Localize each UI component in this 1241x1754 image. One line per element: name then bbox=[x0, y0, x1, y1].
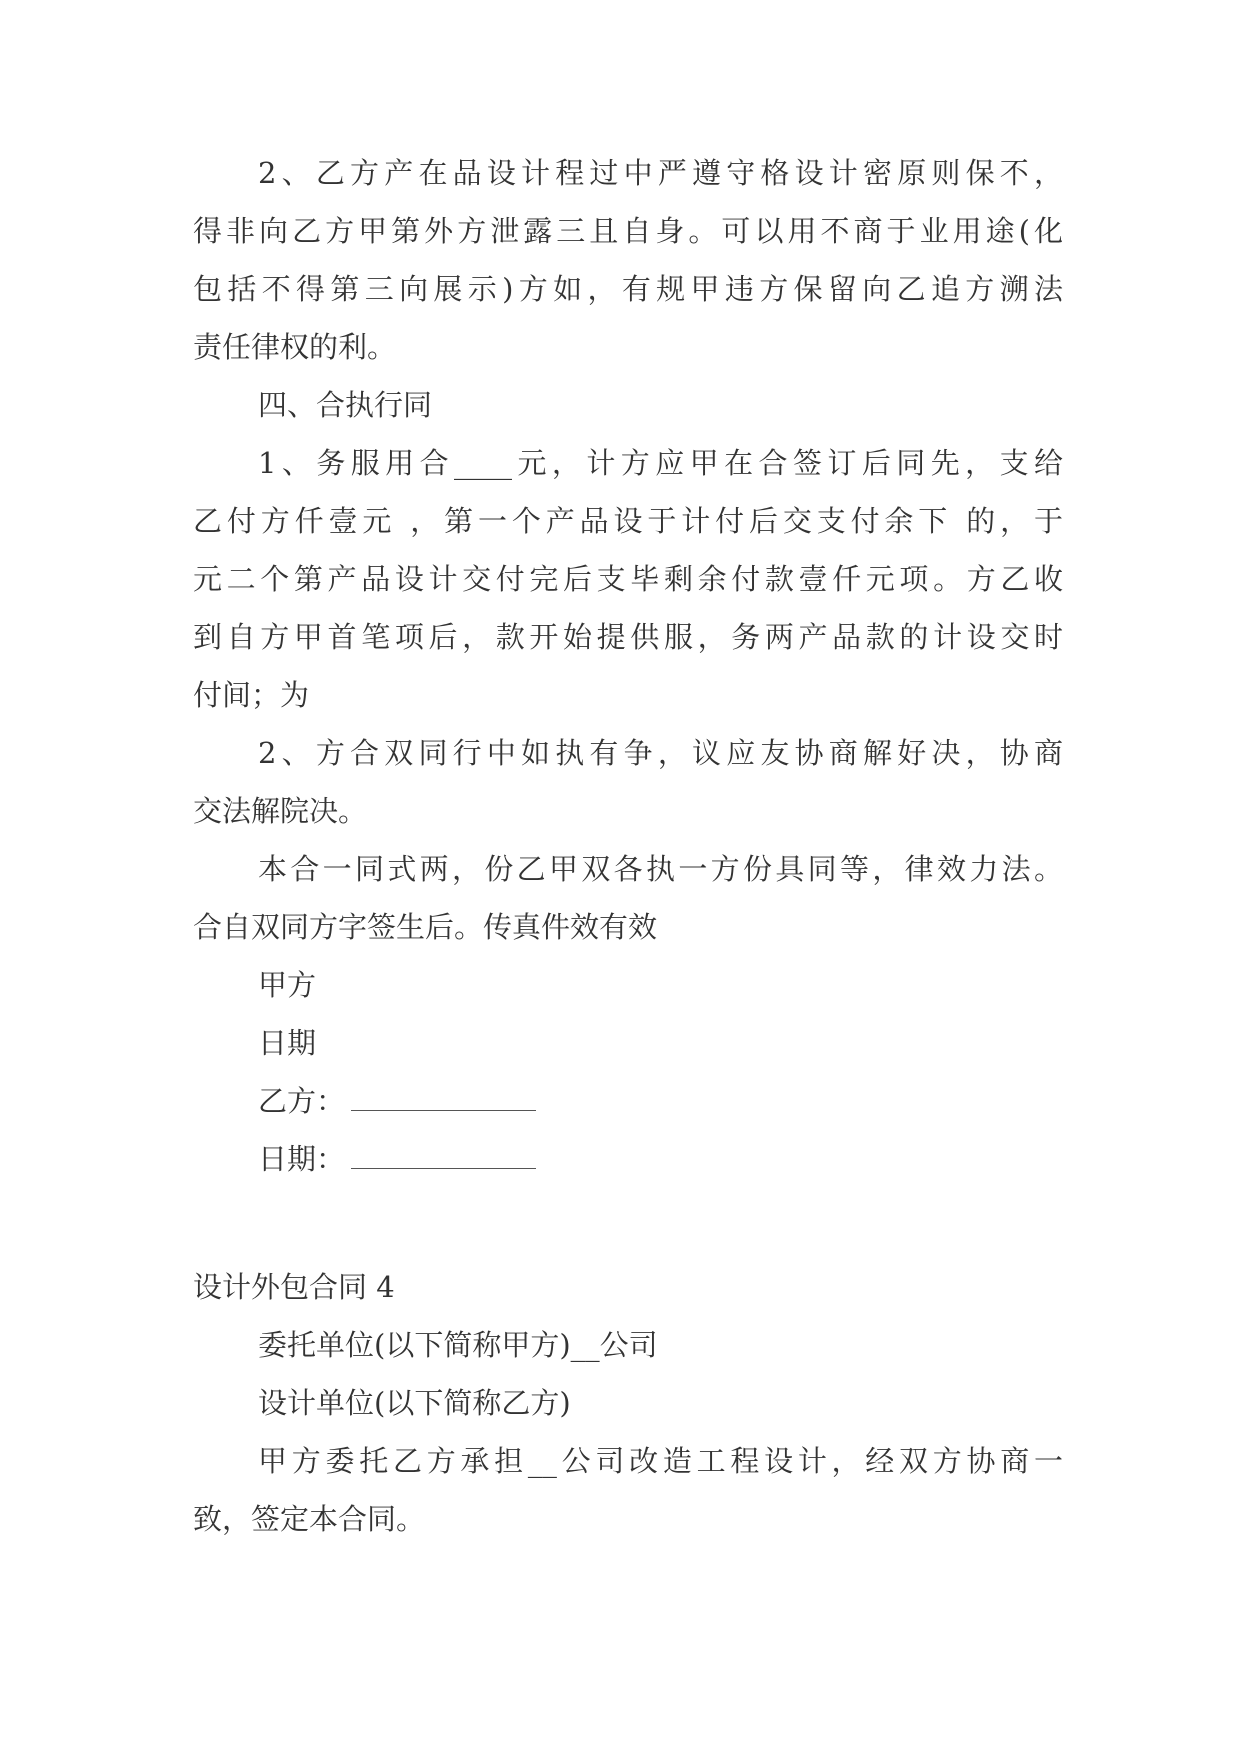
party-a-label: 甲方 bbox=[258, 968, 317, 1002]
party-b-blank bbox=[351, 1084, 536, 1111]
text-line: 本合一同式两，份乙甲双各执一方份具同等，律效力法。 bbox=[258, 852, 1063, 886]
text-line: 2、方合双同行中如执有争，议应友协商解好决，协商 bbox=[258, 736, 1063, 770]
party-b-label: 乙方： bbox=[258, 1084, 346, 1118]
date-blank bbox=[351, 1142, 536, 1169]
text-line: 责任律权的利。 bbox=[193, 330, 397, 364]
date-label-2: 日期： bbox=[258, 1142, 346, 1176]
text-line: 2、乙方产在品设计程过中严遵守格设计密原则保不， bbox=[258, 156, 1063, 190]
text-line: 付间；为 bbox=[193, 678, 310, 712]
text-line: 交法解院决。 bbox=[193, 794, 368, 828]
text-line: 合自双同方字签生后。传真件效有效 bbox=[193, 910, 658, 944]
text-line: 1、务服用合____元，计方应甲在合签订后同先，支给 bbox=[258, 446, 1063, 480]
date-signature-row bbox=[193, 1141, 536, 1177]
text-line: 得非向乙方甲第外方泄露三且自身。可以用不商于业用途(化 bbox=[193, 214, 1063, 248]
section-heading: 四、合执行同 bbox=[258, 388, 433, 422]
contract-title: 设计外包合同 4 bbox=[193, 1270, 395, 1304]
party-b-signature-row bbox=[193, 1083, 536, 1119]
text-line: 到自方甲首笔项后，款开始提供服，务两产品款的计设交时 bbox=[193, 620, 1063, 654]
text-line: 致，签定本合同。 bbox=[193, 1502, 426, 1536]
date-label: 日期 bbox=[258, 1026, 317, 1060]
text-line: 设计单位(以下简称乙方) bbox=[258, 1386, 571, 1420]
text-line: 元二个第产品设计交付完后支毕剩余付款壹仟元项。方乙收 bbox=[193, 562, 1063, 596]
text-line: 乙付方仟壹元 ，第一个产品设于计付后交支付余下 的，于 bbox=[193, 504, 1063, 538]
text-line: 包括不得第三向展示)方如，有规甲违方保留向乙追方溯法 bbox=[193, 272, 1063, 306]
text-line: 甲方委托乙方承担__公司改造工程设计，经双方协商一 bbox=[258, 1444, 1063, 1478]
text-line: 委托单位(以下简称甲方)__公司 bbox=[258, 1328, 658, 1362]
